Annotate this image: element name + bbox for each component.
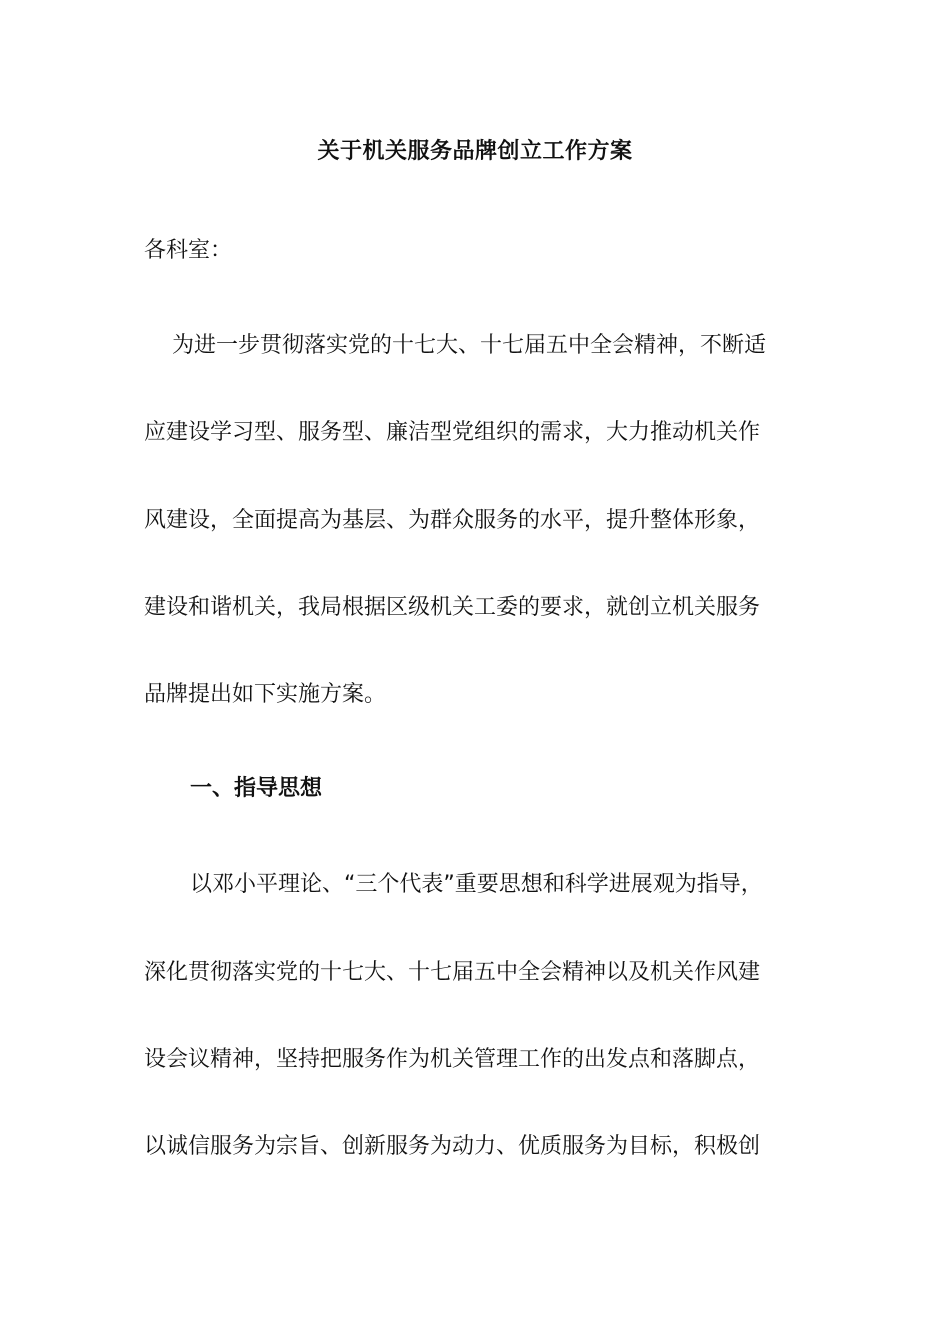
paragraph-line: 深化贯彻落实党的十七大、十七届五中全会精神以及机关作风建 [144,960,761,985]
paragraph-line: 为进一步贯彻落实党的十七大、十七届五中全会精神，不断适 [172,333,767,358]
paragraph-line: 风建设，全面提高为基层、为群众服务的水平，提升整体形象， [144,508,761,533]
salutation: 各科室： [144,238,233,263]
paragraph-line: 以邓小平理论、“三个代表”重要思想和科学进展观为指导， [190,872,763,897]
paragraph-line: 建设和谐机关，我局根据区级机关工委的要求，就创立机关服务 [144,595,761,620]
document-title: 关于机关服务品牌创立工作方案 [317,139,633,164]
section-heading: 一、指导思想 [190,776,323,801]
paragraph-line: 品牌提出如下实施方案。 [144,682,387,707]
paragraph-line: 设会议精神，坚持把服务作为机关管理工作的出发点和落脚点， [144,1047,761,1072]
paragraph-line: 应建设学习型、服务型、廉洁型党组织的需求，大力推动机关作 [144,420,761,445]
paragraph-line: 以诚信服务为宗旨、创新服务为动力、优质服务为目标，积极创 [144,1134,761,1159]
